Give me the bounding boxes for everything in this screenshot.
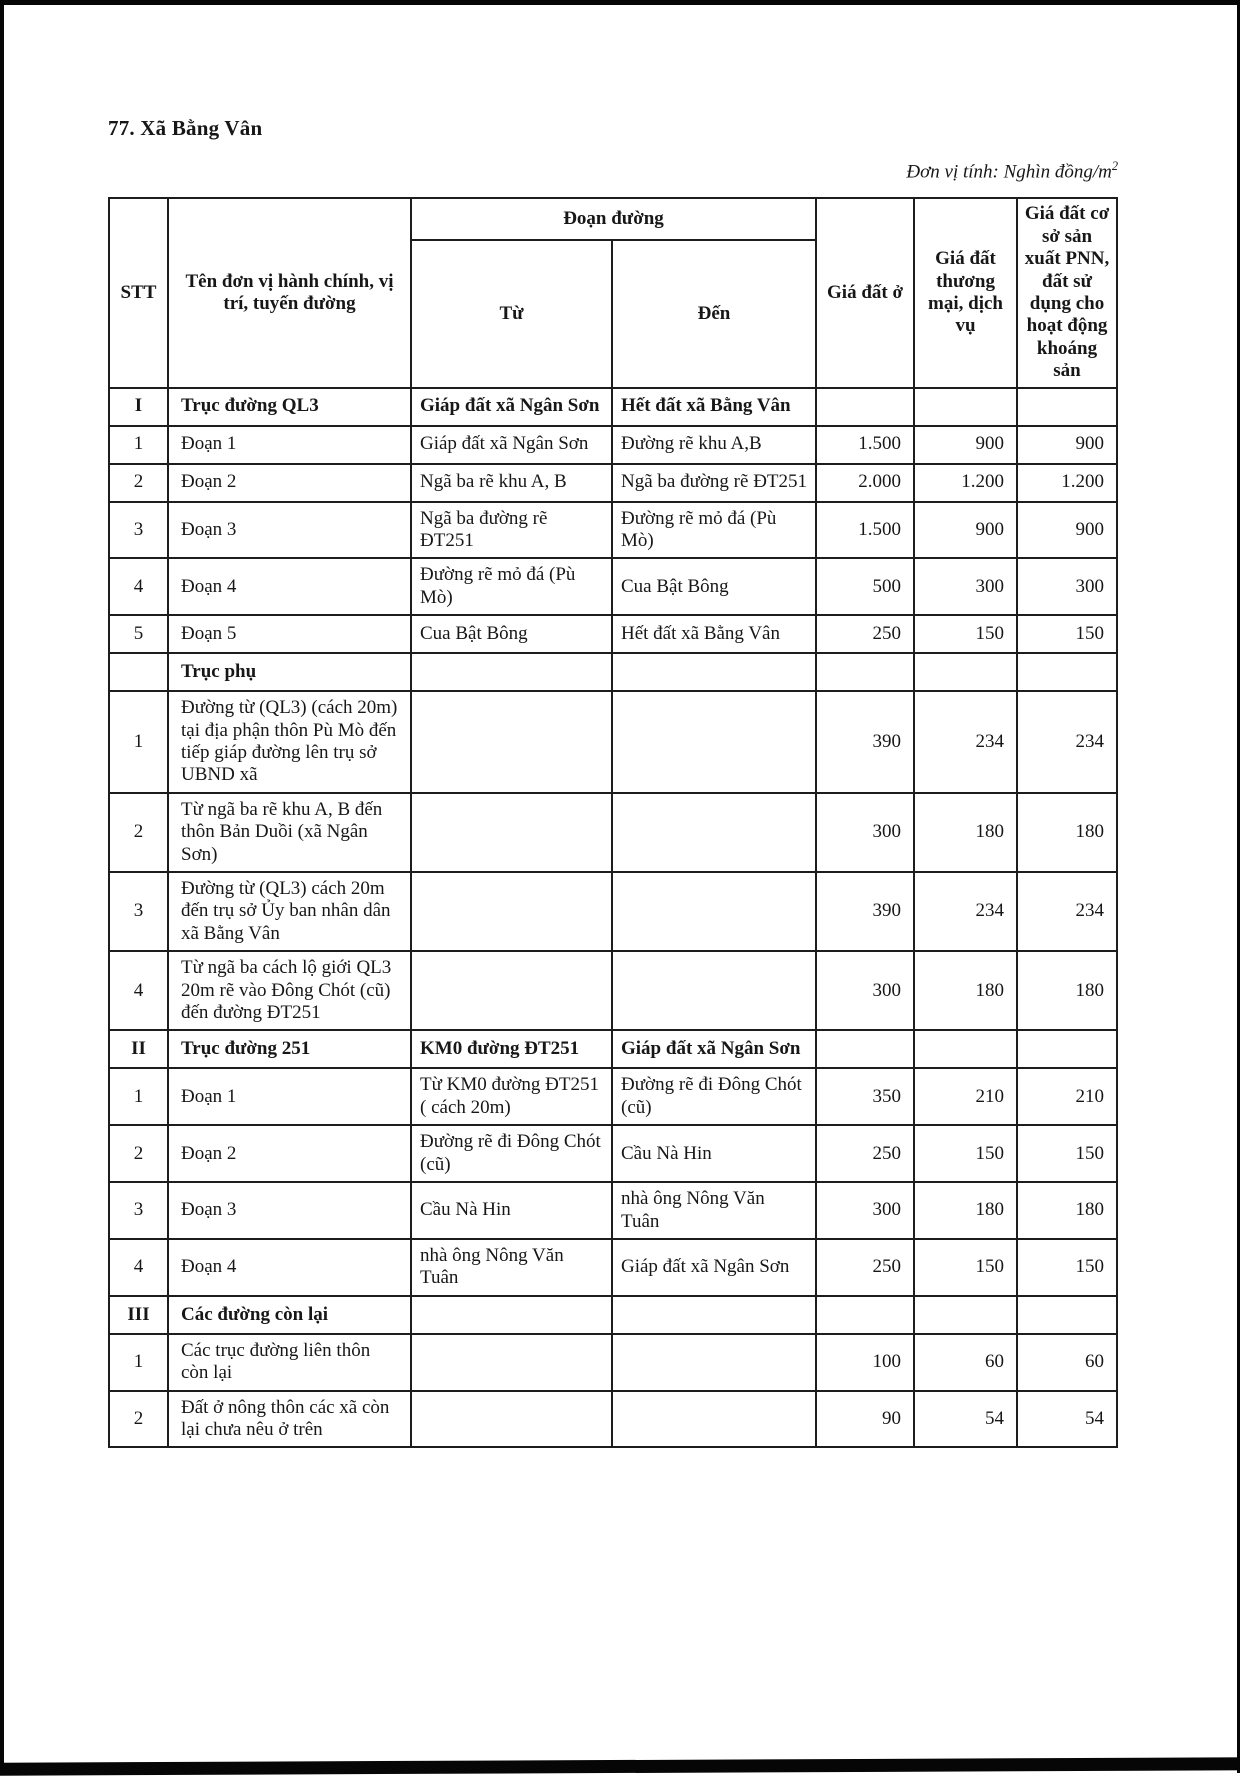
cell-price-commercial: 900 [914,502,1017,559]
cell-from [411,1296,612,1334]
cell-stt: 4 [109,558,168,615]
cell-price-residential: 250 [816,1125,914,1182]
cell-to [612,1391,816,1448]
cell-from: Từ KM0 đường ĐT251 ( cách 20m) [411,1068,612,1125]
cell-to [612,653,816,691]
cell-stt: I [109,388,168,426]
cell-to [612,872,816,951]
table-body [109,388,1117,1448]
cell-to: Ngã ba đường rẽ ĐT251 [612,464,816,502]
header-admin-unit: Tên đơn vị hành chính, vị trí, tuyến đường [168,198,411,387]
cell-price-commercial [914,388,1017,426]
cell-stt: 3 [109,1182,168,1239]
cell-stt: 4 [109,1239,168,1296]
cell-to [612,951,816,1030]
land-price-table [108,197,1118,1448]
cell-price-pnn: 1.200 [1017,464,1117,502]
cell-stt [109,653,168,691]
cell-stt: III [109,1296,168,1334]
cell-price-pnn: 180 [1017,793,1117,872]
cell-from [411,653,612,691]
cell-price-pnn: 150 [1017,1239,1117,1296]
cell-price-pnn: 900 [1017,426,1117,464]
cell-price-commercial: 1.200 [914,464,1017,502]
unit-note-superscript: 2 [1111,159,1118,173]
cell-to: Đường rẽ mỏ đá (Pù Mò) [612,502,816,559]
cell-price-residential: 390 [816,872,914,951]
cell-stt: 2 [109,1125,168,1182]
table-row [109,1030,1117,1068]
cell-price-residential: 2.000 [816,464,914,502]
cell-road-name: Đoạn 5 [168,615,411,653]
cell-to: Hết đất xã Bằng Vân [612,388,816,426]
cell-stt: 2 [109,1391,168,1448]
cell-from: nhà ông Nông Văn Tuân [411,1239,612,1296]
scan-edge-top [0,0,1240,5]
table-header [109,198,1117,387]
cell-road-name: Đoạn 4 [168,558,411,615]
cell-price-residential [816,1296,914,1334]
header-price-residential: Giá đất ở [816,198,914,387]
cell-price-residential: 100 [816,1334,914,1391]
cell-road-name: Trục đường QL3 [168,388,411,426]
cell-from: Đường rẽ đi Đông Chót (cũ) [411,1125,612,1182]
cell-road-name: Trục phụ [168,653,411,691]
cell-to: Đường rẽ khu A,B [612,426,816,464]
cell-from: Giáp đất xã Ngân Sơn [411,388,612,426]
cell-from: Đường rẽ mỏ đá (Pù Mò) [411,558,612,615]
cell-road-name: Đoạn 3 [168,1182,411,1239]
cell-from: Cầu Nà Hin [411,1182,612,1239]
table-row [109,1334,1117,1391]
table-row [109,951,1117,1030]
cell-from: KM0 đường ĐT251 [411,1030,612,1068]
cell-price-residential: 300 [816,793,914,872]
cell-from [411,691,612,793]
table-row [109,558,1117,615]
cell-price-pnn: 60 [1017,1334,1117,1391]
cell-stt: 2 [109,793,168,872]
cell-price-commercial [914,1296,1017,1334]
cell-price-residential: 500 [816,558,914,615]
cell-to: Đường rẽ đi Đông Chót (cũ) [612,1068,816,1125]
header-price-commercial: Giá đất thương mại, dịch vụ [914,198,1017,387]
cell-to: Cua Bật Bông [612,558,816,615]
cell-price-residential: 1.500 [816,426,914,464]
cell-road-name: Các trục đường liên thôn còn lại [168,1334,411,1391]
cell-from [411,872,612,951]
table-row [109,1391,1117,1448]
cell-price-commercial: 180 [914,1182,1017,1239]
cell-price-commercial: 300 [914,558,1017,615]
cell-price-commercial: 60 [914,1334,1017,1391]
cell-road-name: Đoạn 1 [168,426,411,464]
table-row [109,464,1117,502]
cell-stt: 3 [109,502,168,559]
cell-price-pnn: 54 [1017,1391,1117,1448]
cell-price-commercial [914,1030,1017,1068]
cell-price-pnn [1017,1296,1117,1334]
cell-price-commercial: 234 [914,872,1017,951]
table-row [109,426,1117,464]
cell-to [612,691,816,793]
scan-edge-left [0,0,4,1773]
table-row [109,502,1117,559]
header-price-pnn: Giá đất cơ sở sản xuất PNN, đất sử dụng cho hoạt động khoáng sản [1017,198,1117,387]
cell-road-name: Đoạn 1 [168,1068,411,1125]
table-row [109,615,1117,653]
cell-stt: 1 [109,1334,168,1391]
header-row-1 [109,198,1117,240]
cell-to: Hết đất xã Bằng Vân [612,615,816,653]
cell-price-pnn: 180 [1017,1182,1117,1239]
unit-note-text: Đơn vị tính: Nghìn đồng/m [906,161,1112,183]
cell-price-pnn: 234 [1017,872,1117,951]
cell-to [612,793,816,872]
cell-price-residential: 350 [816,1068,914,1125]
cell-price-pnn: 234 [1017,691,1117,793]
table-row [109,793,1117,872]
header-road-segment: Đoạn đường [411,198,816,240]
cell-to: Giáp đất xã Ngân Sơn [612,1239,816,1296]
cell-price-commercial: 150 [914,1239,1017,1296]
table-row [109,1182,1117,1239]
cell-road-name: Đường từ (QL3) (cách 20m) tại địa phận thôn Pù Mò đến tiếp giáp đường lên trụ sở UBND xã [168,691,411,793]
cell-price-commercial: 180 [914,951,1017,1030]
cell-to: nhà ông Nông Văn Tuân [612,1182,816,1239]
cell-road-name: Từ ngã ba rẽ khu A, B đến thôn Bản Duồi (xã Ngân Sơn) [168,793,411,872]
cell-price-commercial [914,653,1017,691]
cell-price-pnn: 900 [1017,502,1117,559]
table-row [109,1068,1117,1125]
cell-road-name: Đoạn 3 [168,502,411,559]
cell-price-residential: 1.500 [816,502,914,559]
cell-price-residential [816,388,914,426]
cell-from: Ngã ba rẽ khu A, B [411,464,612,502]
unit-note [108,159,1118,183]
cell-price-commercial: 180 [914,793,1017,872]
cell-from [411,793,612,872]
cell-price-pnn [1017,388,1117,426]
cell-road-name: Đoạn 4 [168,1239,411,1296]
cell-price-pnn: 150 [1017,1125,1117,1182]
cell-price-commercial: 150 [914,615,1017,653]
cell-stt: 1 [109,1068,168,1125]
table-row [109,1125,1117,1182]
cell-to: Giáp đất xã Ngân Sơn [612,1030,816,1068]
cell-price-residential [816,1030,914,1068]
header-to: Đến [612,240,816,387]
cell-price-residential [816,653,914,691]
table-row [109,872,1117,951]
cell-price-pnn [1017,1030,1117,1068]
cell-from: Giáp đất xã Ngân Sơn [411,426,612,464]
cell-to [612,1296,816,1334]
cell-price-residential: 250 [816,1239,914,1296]
cell-price-commercial: 900 [914,426,1017,464]
cell-stt: 3 [109,872,168,951]
cell-road-name: Trục đường 251 [168,1030,411,1068]
page-content [108,116,1118,1448]
cell-price-pnn: 180 [1017,951,1117,1030]
cell-road-name: Các đường còn lại [168,1296,411,1334]
cell-price-commercial: 234 [914,691,1017,793]
cell-from [411,1391,612,1448]
header-from: Từ [411,240,612,387]
cell-price-pnn: 150 [1017,615,1117,653]
table-row [109,1296,1117,1334]
cell-price-residential: 250 [816,615,914,653]
page-title: 77. Xã Bằng Vân [108,116,263,140]
header-stt: STT [109,198,168,387]
cell-to: Cầu Nà Hin [612,1125,816,1182]
cell-from [411,1334,612,1391]
cell-stt: 1 [109,426,168,464]
cell-price-residential: 90 [816,1391,914,1448]
cell-stt: 5 [109,615,168,653]
table-row [109,691,1117,793]
cell-price-residential: 390 [816,691,914,793]
cell-road-name: Từ ngã ba cách lộ giới QL3 20m rẽ vào Đông Chót (cũ) đến đường ĐT251 [168,951,411,1030]
table-row [109,653,1117,691]
cell-from: Ngã ba đường rẽ ĐT251 [411,502,612,559]
cell-stt: 1 [109,691,168,793]
cell-price-commercial: 210 [914,1068,1017,1125]
cell-stt: II [109,1030,168,1068]
cell-from [411,951,612,1030]
cell-road-name: Đường từ (QL3) cách 20m đến trụ sở Ủy ban nhân dân xã Bằng Vân [168,872,411,951]
cell-stt: 4 [109,951,168,1030]
table-row [109,1239,1117,1296]
cell-from: Cua Bật Bông [411,615,612,653]
cell-price-pnn [1017,653,1117,691]
cell-to [612,1334,816,1391]
cell-price-pnn: 300 [1017,558,1117,615]
cell-road-name: Đoạn 2 [168,1125,411,1182]
cell-price-pnn: 210 [1017,1068,1117,1125]
cell-road-name: Đất ở nông thôn các xã còn lại chưa nêu ở trên [168,1391,411,1448]
cell-price-residential: 300 [816,951,914,1030]
cell-stt: 2 [109,464,168,502]
table-row [109,388,1117,426]
cell-road-name: Đoạn 2 [168,464,411,502]
cell-price-commercial: 54 [914,1391,1017,1448]
cell-price-residential: 300 [816,1182,914,1239]
cell-price-commercial: 150 [914,1125,1017,1182]
